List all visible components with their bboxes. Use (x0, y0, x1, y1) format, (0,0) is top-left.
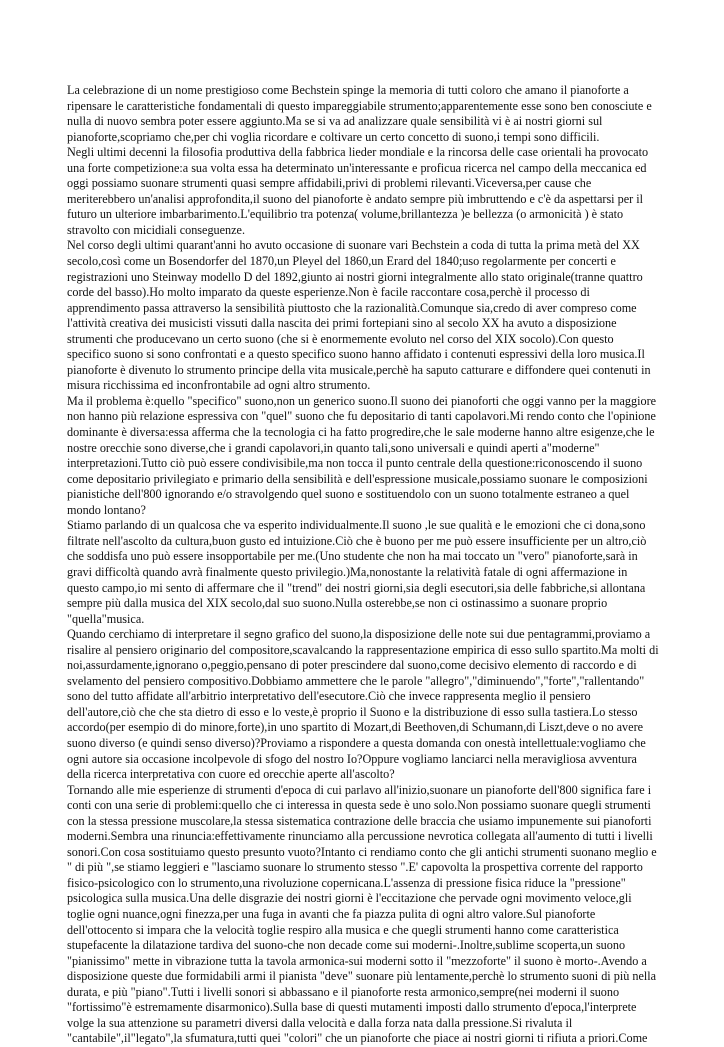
paragraph-4: Ma il problema è:quello "specifico" suono,non un generico suono.Il suono dei pianoforti che oggi vanno per la maggiore non hanno più relazione espressiva con "quel" suono che fu depositario di tanti capolavori.Mi rendo conto che l'opinione dominante è diversa:essa afferma che la tecnologia ci ha fatto progredire,che le sale moderne hanno altre esigenze,che le nostre orecchie sono diverse,che i grandi capolavori,in quanto tali,sono universali e quindi aperti a"moderne" interpretazioni.Tutto ciò può essere condivisibile,ma non tocca il punto centrale della questione:riconoscendo il suono come depositario privilegiato e primario della sensibilità e dell'espressione musicale,possiamo suonare le composizioni pianistiche dell'800 ignorando e/o stravolgendo quel suono e sostituendolo con un suono totalmente estraneo a quel mondo lontano? (67, 393, 657, 517)
paragraph-1: La celebrazione di un nome prestigioso come Bechstein spinge la memoria di tutti coloro che amano il pianoforte a ripensare le caratteristiche fondamentali di questo impareggiabile strumento;apparentemente esse sono ben conosciute e nulla di nuovo sembra poter essere aggiunto.Ma se si va ad analizzare quale sensibilità vi è ai nostri giorni sul pianoforte,scopriamo che,per chi voglia ricordare e coltivare un certo concetto di suono,i tempi sono difficili. (67, 83, 652, 144)
paragraph-3: Nel corso degli ultimi quarant'anni ho avuto occasione di suonare vari Bechstein a coda di tutta la prima metà del XX secolo,così come un Bosendorfer del 1870,un Pleyel del 1860,un Erard del 1840;uso regolarmente per concerti e registrazioni uno Steinway modello D del 1892,giunto ai nostri giorni integralmente allo stato originale(tranne quattro corde del basso).Ho molto imparato da queste esperienze.Non è facile raccontare cosa,perchè il processo di apprendimento passa attraverso la sensibilità piuttosto che la razionalità.Comunque sia,credo di aver compreso come l'attività creativa dei musicisti vissuti dalla nascita dei primi fortepiani sino al secolo XX ha avuto a disposizione strumenti che producevano un certo suono (che si è enormemente evoluto nel corso del XIX socolo).Con questo specifico suono si sono confrontati e a questo specifico suono hanno affidato i contenuti espressivi della loro musica.Il pianoforte è divenuto lo strumento principe della vita musicale,perchè ha saputo catturare e diffondere quei contenuti in misura ricchissima ed inconfrontabile ad ogni altro strumento. (67, 238, 651, 393)
document-page (67, 83, 659, 1047)
paragraph-6: Quando cerchiamo di interpretare il segno grafico del suono,la disposizione delle note sui due pentagrammi,proviamo a risalire al pensiero originario del compositore,scavalcando la rappresentazione empirica di esso sullo spartito.Ma molti di noi,assurdamente,ignorano o,peggio,pensano di poter prescindere dal suono,come decisivo elemento di raccordo e di svelamento del pensiero compositivo.Dobbiamo ammettere che le parole "allegro","diminuendo","forte","rallentando" sono del tutto affidate all'arbitrio interpretativo dell'esecutore.Ciò che invece rappresenta meglio il pensiero dell'autore,ciò che che sta dietro di esso e lo veste,è proprio il Suono e la distribuzione di esso sulla tastiera.Lo stesso accordo(per esempio di do minore,forte),in uno spartito di Mozart,di Beethoven,di Schumann,di Liszt,deve o no avere suono diverso (e quindi senso diverso)?Proviamo a rispondere a questa domanda con onestà intellettuale:vogliamo che ogni autore sia occasione incolpevole di sfogo del nostro Io?Oppure vogliamo lanciarci nella meravigliosa avventura della ricerca interpretativa con cuore ed orecchie aperte all'ascolto? (67, 627, 659, 782)
paragraph-7: Tornando alle mie esperienze di strumenti d'epoca di cui parlavo all'inizio,suonare un pianoforte dell'800 significa fare i conti con una serie di problemi:quello che ci interessa in questa sede è uno solo.Non possiamo suonare quegli strumenti con la stessa pressione muscolare,la stessa sistematica contrazione delle braccia che usiamo impunemente sui pianoforti moderni.Sembra una rinuncia:effettivamente rinunciamo alla percussione nevrotica collegata all'aumento di tutti i livelli sonori.Con cosa sostituiamo questo presunto vuoto?Intanto ci rendiamo conto che gli antichi strumenti suonano meglio e " di più ",se stiamo leggieri e "lasciamo suonare lo strumento stesso ".E' capovolta la prospettiva corrente del rapporto fisico-psicologico con lo strumento,una rivoluzione copernicana.L'assenza di pressione fisica riduce la "pressione" psicologica sulla musica.Una delle disgrazie dei nostri giorni è l'eccitazione che pervade ogni movimento veloce,gli toglie ogni nuance,ogni finezza,per una fuga in avanti che fa piazza pulita di ogni altro valore.Sul pianoforte dell'ottocento si impara che la velocità toglie respiro alla musica e che quegli strumenti hanno come caratteristica stupefacente la dilatazione tardiva del suono-che non decade come sui moderni-.Inoltre,sublime scoperta,un suono "pianissimo" mette in vibrazione tutta la tavola armonica-sui moderni sotto il "mezzoforte" il suono è morto-.Avendo a disposizione queste due formidabili armi il pianista "deve" suonare più lentamente,perchè lo strumento suoni di più nella durata, e più "piano".Tutti i livelli sonori si abbassano e il pianoforte resta armonico,sempre(nei moderni il suono "fortissimo"è estremamente disarmonico).Sulla base di questi mutamenti imposti dallo strumento d'epoca,l'interprete volge la sua attenzione su parametri diversi dalla velocità e dalla forza nata dalla pressione.Si rivaluta il "cantabile",il"legato",la sfumatura,tutti quei "colori" che un pianoforte che piace ai nostri giorni ti rifiuta a priori.Come (67, 782, 657, 1046)
paragraph-2: Negli ultimi decenni la filosofia produttiva della fabbrica lieder mondiale e la rincorsa delle case orientali ha provocato una forte competizione:a sua volta essa ha determinato un'interessante e proficua ricerca nel campo della meccanica ed oggi possiamo suonare strumenti quasi sempre affidabili,privi di problemi rilevanti.Viceversa,per cause che meriterebbero un'analisi approfondita,il suono del pianoforte è andato sempre più imbruttendo e c'è da aspettarsi per il futuro un ulteriore imbarbarimento.L'equilibrio tra potenza( volume,brillantezza )e bellezza (o armonicità ) è stato stravolto con micidiali conseguenze. (67, 145, 649, 237)
paragraph-5: Stiamo parlando di un qualcosa che va esperito individualmente.Il suono ,le sue qualità e le emozioni che ci dona,sono filtrate nell'ascolto da cultura,buon gusto ed intuizione.Ciò che è buono per me può essere insufficiente per un altro,ciò che soddisfa uno può essere insopportabile per me.(Uno studente che non ha mai toccato un "vero" pianoforte,sarà in gravi difficoltà quando avrà finalmente questo privilegio.)Ma,nonostante la relatività fatale di ogni affermazione in questo campo,io mi sento di affermare che il "trend" dei nostri giorni,sia degli esecutori,sia delle fabbriche,si allontana sempre più dalla musica del XIX secolo,dal suo suono.Nulla osterebbe,se non ci ostinassimo a suonare proprio "quella"musica. (67, 518, 647, 626)
